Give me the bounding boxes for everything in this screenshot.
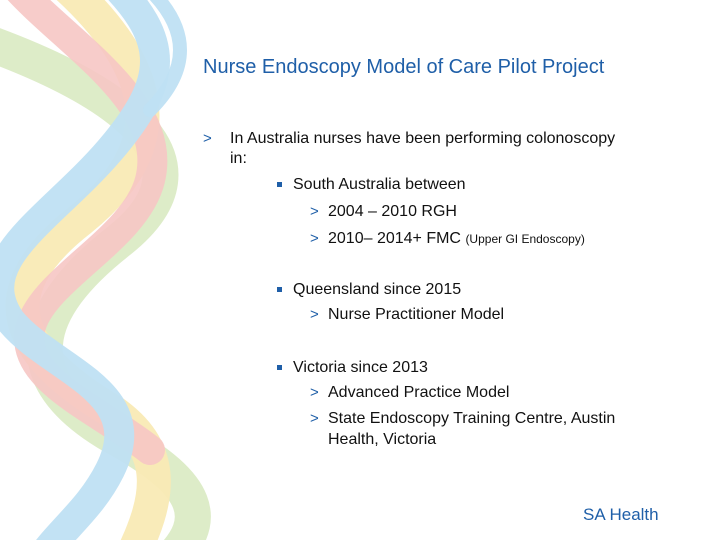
bullet-square-sa [277,182,282,187]
intro-marker: > [203,130,212,147]
vic-item2-marker: > [310,410,319,427]
intro-line-2: in: [230,150,247,167]
vic-item-1: Advanced Practice Model [328,384,510,401]
vic-item1-marker: > [310,384,319,401]
sa-item2-marker: > [310,230,319,247]
sa-item-2-main: 2010– 2014+ FMC [328,230,461,247]
sa-item-2-note: (Upper GI Endoscopy) [465,232,585,246]
sa-item-1: 2004 – 2010 RGH [328,203,457,220]
bullet-square-vic [277,365,282,370]
vic-item-2-line-1: State Endoscopy Training Centre, Austin [328,410,616,427]
sa-item-2 [328,229,585,249]
sa-health-logo-text: SA Health [583,505,659,524]
qld-item-1: Nurse Practitioner Model [328,306,505,323]
qld-item1-marker: > [310,306,319,323]
qld-heading: Queensland since 2015 [293,281,462,298]
vic-item-2-line-2: Health, Victoria [328,431,437,448]
vic-heading: Victoria since 2013 [293,359,428,376]
slide-title: Nurse Endoscopy Model of Care Pilot Project [203,56,605,78]
intro-line-1: In Australia nurses have been performing colonoscopy [230,130,616,147]
sa-heading: South Australia between [293,176,466,193]
bullet-square-qld [277,287,282,292]
sa-item1-marker: > [310,203,319,220]
